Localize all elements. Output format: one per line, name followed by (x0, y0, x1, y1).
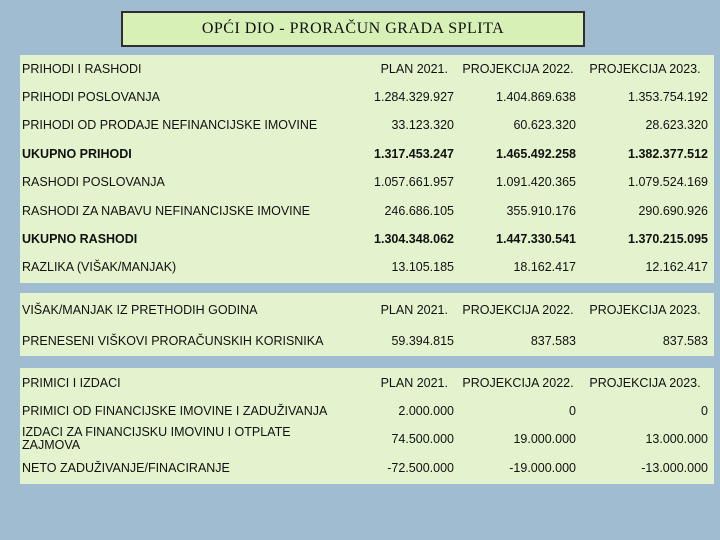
value-projection-2022: 60.623.320 (513, 118, 576, 132)
value-projection-2023: 0 (701, 404, 708, 418)
value-plan-2021: 13.105.185 (391, 260, 454, 274)
row-label: PRIHODI OD PRODAJE NEFINANCIJSKE IMOVINE (22, 117, 318, 132)
column-header-plan-2021: PLAN 2021. (380, 303, 448, 317)
row-label: UKUPNO PRIHODI (22, 146, 132, 161)
value-plan-2021: 1.057.661.957 (374, 175, 454, 189)
table-row (20, 197, 714, 225)
value-plan-2021: 33.123.320 (391, 118, 454, 132)
table-row (20, 111, 714, 139)
row-label: PRIHODI POSLOVANJA (22, 89, 160, 104)
row-label: UKUPNO RASHODI (22, 231, 138, 246)
column-header-projection-2022: PROJEKCIJA 2022. (462, 376, 574, 390)
value-projection-2022: -19.000.000 (509, 461, 576, 475)
column-header-plan-2021: PLAN 2021. (380, 376, 448, 390)
value-plan-2021: 1.317.453.247 (374, 147, 454, 161)
section-heading: VIŠAK/MANJAK IZ PRETHODIH GODINA (22, 302, 258, 317)
value-plan-2021: 1.304.348.062 (374, 232, 454, 246)
value-plan-2021: 74.500.000 (391, 432, 454, 446)
table-row (20, 400, 714, 422)
value-projection-2023: 1.353.754.192 (628, 90, 708, 104)
value-plan-2021: 246.686.105 (384, 204, 454, 218)
total-revenue-row (20, 140, 714, 168)
value-projection-2023: 837.583 (662, 334, 708, 348)
value-projection-2023: 12.162.417 (645, 260, 708, 274)
row-label: RASHODI ZA NABAVU NEFINANCIJSKE IMOVINE (22, 203, 311, 218)
row-label: IZDACI ZA FINANCIJSKU IMOVINU I OTPLATE ZAJMOVA (22, 425, 291, 452)
value-projection-2022: 18.162.417 (513, 260, 576, 274)
total-expenditure-row (20, 225, 714, 253)
table-header-row (20, 293, 714, 327)
column-header-plan-2021: PLAN 2021. (380, 62, 448, 76)
value-projection-2023: 290.690.926 (638, 204, 708, 218)
surplus-deficit-table (20, 293, 714, 356)
difference-row (20, 253, 714, 281)
value-projection-2022: 1.404.869.638 (496, 90, 576, 104)
row-label: PRENESENI VIŠKOVI PRORAČUNSKIH KORISNIKA (22, 333, 324, 348)
table-header-row (20, 368, 714, 398)
table-header-row (20, 55, 714, 83)
column-header-projection-2022: PROJEKCIJA 2022. (462, 62, 574, 76)
value-plan-2021: -72.500.000 (387, 461, 454, 475)
net-borrowing-row (20, 456, 714, 480)
value-projection-2022: 355.910.176 (506, 204, 576, 218)
value-projection-2022: 837.583 (530, 334, 576, 348)
row-label: NETO ZADUŽIVANJE/FINACIRANJE (22, 460, 230, 475)
page-title: OPĆI DIO - PRORAČUN GRADA SPLITA (121, 11, 585, 47)
table-row (20, 327, 714, 355)
table-row (20, 168, 714, 196)
column-header-projection-2023: PROJEKCIJA 2023. (589, 376, 701, 390)
value-projection-2023: -13.000.000 (641, 461, 708, 475)
value-projection-2023: 1.382.377.512 (628, 147, 708, 161)
row-label: PRIMICI OD FINANCIJSKE IMOVINE I ZADUŽIVANJA (22, 403, 328, 418)
value-projection-2022: 0 (569, 404, 576, 418)
table-row (20, 422, 714, 456)
column-header-projection-2023: PROJEKCIJA 2023. (589, 303, 701, 317)
table-row (20, 83, 714, 111)
section-heading: PRIMICI I IZDACI (22, 375, 121, 390)
value-projection-2022: 19.000.000 (513, 432, 576, 446)
receipts-outlays-table (20, 368, 714, 484)
section-heading: PRIHODI I RASHODI (22, 61, 142, 76)
value-projection-2023: 28.623.320 (645, 118, 708, 132)
value-plan-2021: 1.284.329.927 (374, 90, 454, 104)
value-projection-2023: 1.079.524.169 (628, 175, 708, 189)
value-projection-2022: 1.465.492.258 (496, 147, 576, 161)
revenue-expenditure-table (20, 55, 714, 283)
row-label: RAZLIKA (VIŠAK/MANJAK) (22, 259, 177, 274)
value-projection-2022: 1.447.330.541 (496, 232, 576, 246)
value-plan-2021: 2.000.000 (398, 404, 454, 418)
column-header-projection-2022: PROJEKCIJA 2022. (462, 303, 574, 317)
row-label: RASHODI POSLOVANJA (22, 174, 165, 189)
value-projection-2022: 1.091.420.365 (496, 175, 576, 189)
value-plan-2021: 59.394.815 (391, 334, 454, 348)
column-header-projection-2023: PROJEKCIJA 2023. (589, 62, 701, 76)
value-projection-2023: 13.000.000 (645, 432, 708, 446)
value-projection-2023: 1.370.215.095 (628, 232, 708, 246)
